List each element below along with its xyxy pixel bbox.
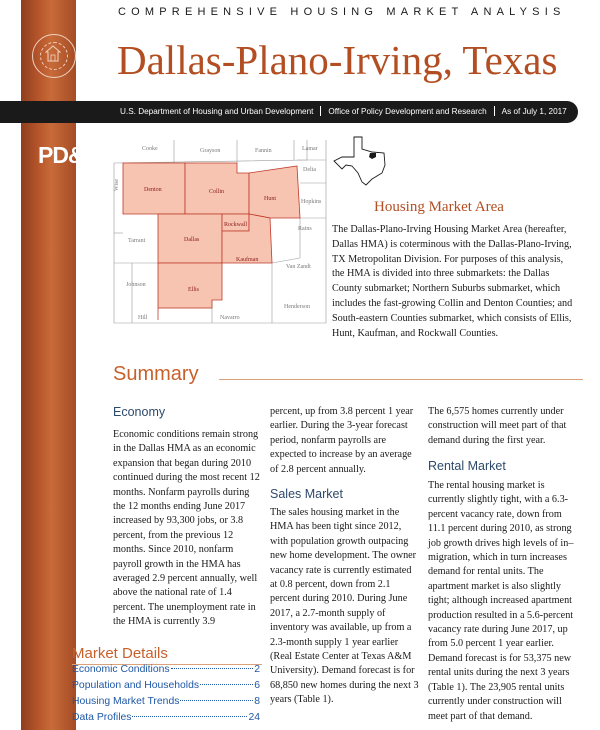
toc-page: 2 bbox=[254, 664, 260, 675]
toc-leader bbox=[200, 684, 253, 685]
economy-text-continued: percent, up from 3.8 percent 1 year earlier. During the 3-year forecast period, nonfarm payrolls are expected to increase by an average of 2.8 percent annually. bbox=[270, 406, 414, 475]
rental-market-heading: Rental Market bbox=[428, 459, 506, 473]
office-name: Office of Policy Development and Research bbox=[328, 107, 487, 116]
texas-locator-map bbox=[332, 135, 388, 187]
toc-link-data-profiles[interactable] bbox=[72, 712, 260, 728]
economy-text: Economic conditions remain strong in the Dallas HMA as an economic expansion that began during 2010 continued during the most recent 12 months. Nonfarm payrolls during the 12 months ending June 2017 increased by 93,300 jobs, or 3.8 percent, from the previous 12 months. Since 2010, nonfarm payroll growth in the HMA has averaged 2.9 percent annually, well above the national rate of 1.4 percent. The unemployment rate in the HMA is currently 3.9 bbox=[113, 429, 260, 628]
report-date: As of July 1, 2017 bbox=[501, 107, 567, 116]
label-fannin: Fannin bbox=[255, 148, 272, 154]
label-hill: Hill bbox=[138, 315, 148, 321]
separator bbox=[494, 106, 495, 116]
texas-outline bbox=[334, 137, 385, 185]
summary-divider bbox=[219, 379, 583, 380]
separator bbox=[320, 106, 321, 116]
market-details-heading: Market Details bbox=[72, 645, 168, 662]
label-johnson: Johnson bbox=[126, 282, 146, 288]
economy-heading: Economy bbox=[113, 405, 166, 419]
toc-page: 24 bbox=[248, 712, 260, 723]
county-hunt bbox=[249, 166, 300, 218]
toc-link-housing-market-trends[interactable] bbox=[72, 696, 260, 712]
label-hunt: Hunt bbox=[264, 196, 276, 202]
toc-link-economic-conditions[interactable] bbox=[72, 664, 260, 680]
label-cooke: Cooke bbox=[142, 146, 158, 152]
label-collin: Collin bbox=[209, 189, 225, 195]
toc-link-population-households[interactable] bbox=[72, 680, 260, 696]
agency-name: U.S. Department of Housing and Urban Development bbox=[120, 107, 314, 116]
toc-label: Economic Conditions bbox=[72, 664, 170, 675]
page-title: Dallas-Plano-Irving, Texas bbox=[117, 37, 558, 83]
pdr-logo: PD&R bbox=[38, 142, 100, 168]
label-grayson: Grayson bbox=[200, 148, 221, 154]
label-henderson: Henderson bbox=[284, 304, 310, 310]
sales-market-heading: Sales Market bbox=[270, 487, 343, 501]
toc-leader bbox=[132, 716, 247, 717]
label-lamar: Lamar bbox=[302, 146, 318, 152]
toc-page: 6 bbox=[254, 680, 260, 691]
label-rains: Rains bbox=[298, 226, 312, 232]
hud-seal bbox=[32, 34, 76, 78]
toc-page: 8 bbox=[254, 696, 260, 707]
report-series: COMPREHENSIVE HOUSING MARKET ANALYSIS bbox=[118, 6, 566, 18]
toc-leader bbox=[171, 668, 254, 669]
label-rockwall: Rockwall bbox=[224, 222, 247, 228]
label-navarro: Navarro bbox=[220, 315, 240, 321]
toc-label: Data Profiles bbox=[72, 712, 132, 723]
label-tarrant: Tarrant bbox=[128, 238, 146, 244]
label-hopkins: Hopkins bbox=[301, 199, 322, 205]
label-wise: Wise bbox=[114, 178, 120, 191]
label-denton: Denton bbox=[144, 187, 162, 193]
summary-heading: Summary bbox=[113, 363, 199, 385]
rental-market-text: The rental housing market is currently slightly tight, with a 6.3-percent vacancy rate, down from 11.1 percent during 2010, as strong job growth drives high levels of in–migration, which in turn increases demand for rental units. The apartment market is also slightly tight; although increased apartment production resulted in a 5.6-percent vacancy rate during June 2017, up from 5.0 percent 1 year earlier. Demand forecast is for 53,375 new rental units during the next 3 years (Table 1). The 23,905 rental units currently under construction will meet part of that demand. bbox=[428, 480, 574, 722]
sales-market-text: The sales housing market in the HMA has been tight since 2012, with population growth outpacing new home development. The owner vacancy rate is currently estimated at 0.8 percent, down from 2.1 percent during 2010. During June 2017, a 2.7-month supply of inventory was available, up from a 2.3-month supply 1 year earlier (Real Estate Center at Texas A&M University). Demand forecast is for 68,850 new homes during the next 3 years (Table 1). bbox=[270, 507, 419, 706]
toc-label: Population and Households bbox=[72, 680, 200, 691]
county-map bbox=[112, 138, 328, 328]
toc-label: Housing Market Trends bbox=[72, 696, 180, 707]
label-kaufman: Kaufman bbox=[236, 257, 259, 263]
hma-description: The Dallas-Plano-Irving Housing Market Area (hereafter, Dallas HMA) is coterminous with the Dallas-Plano-Irving, TX Metropolitan Division. For purposes of this analysis, the HMA is divided into three submarkets: the Dallas County submarket; Northern Suburbs submarket, which includes the fast-growing Collin and Denton Counties; and South-eastern Counties submarket, which consists of Ellis, Hunt, Kaufman, and Rockwall Counties. bbox=[332, 224, 573, 339]
header-info bbox=[120, 106, 567, 116]
house-icon bbox=[45, 45, 61, 63]
label-van-zandt: Van Zandt bbox=[286, 264, 311, 270]
sales-market-text-continued: The 6,575 homes currently under construction will meet part of that demand during the first year. bbox=[428, 406, 567, 446]
label-dallas: Dallas bbox=[184, 237, 200, 243]
label-ellis: Ellis bbox=[188, 287, 200, 293]
toc-leader bbox=[180, 700, 253, 701]
label-delta: Delta bbox=[303, 167, 316, 173]
hma-title: Housing Market Area bbox=[374, 199, 504, 215]
